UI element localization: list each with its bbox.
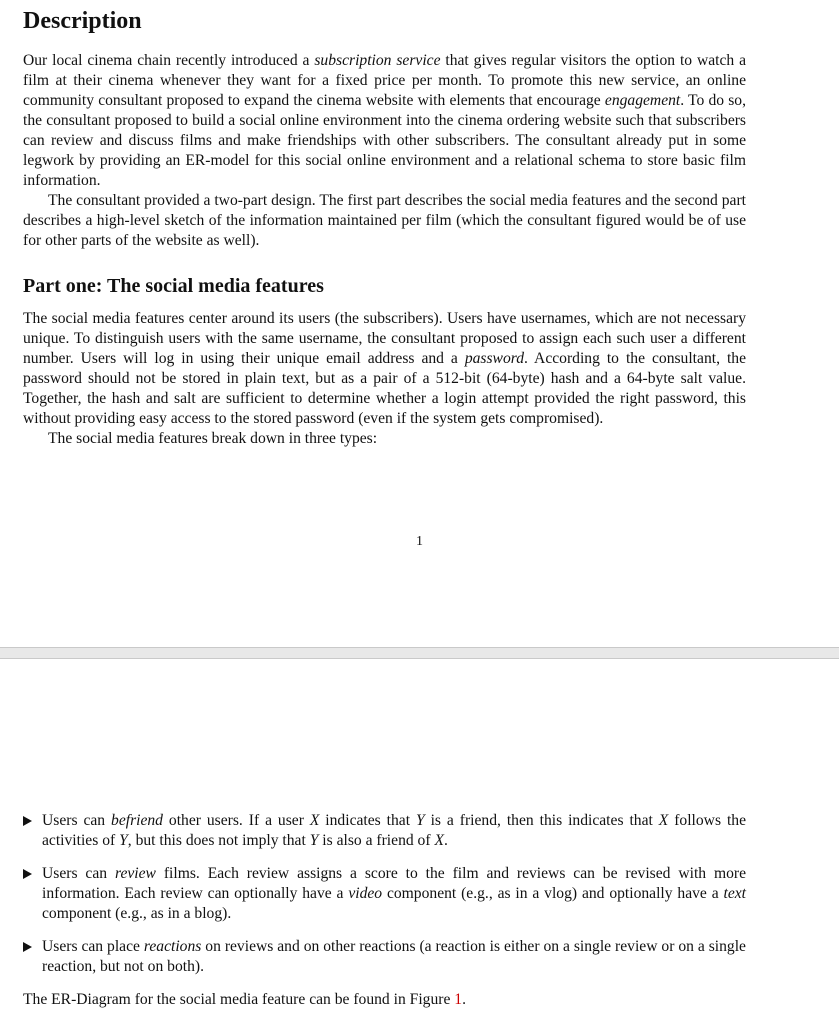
intro-paragraph [23,51,746,191]
list-item-reactions [0,937,746,977]
page-2-content [0,811,746,1010]
math-variable: X [309,812,320,829]
document-page-2 [0,659,839,1024]
emphasis-reactions: reactions [143,938,202,955]
emphasis-text: text [723,885,746,902]
text-run: . [462,991,466,1008]
page-separator [0,647,839,659]
text-run: component (e.g., as in a blog). [42,905,232,922]
math-variable: Y [309,832,319,849]
emphasis-befriend: befriend [111,812,163,829]
text-run: component (e.g., as in a vlog) and optionally have a [382,885,724,902]
text-run: , but this does not imply that [127,832,310,849]
description-heading: Description [23,8,142,34]
bullet-triangle-icon [23,816,32,826]
text-run: other users. If a user [162,812,310,829]
text-run: The ER-Diagram for the social media feature can be found in Figure [23,991,455,1008]
features-intro-paragraph: The social media features break down in three types: [48,430,378,447]
text-run: Users can place [42,938,144,955]
list-item-review [0,864,746,924]
text-run: on reviews and on other reactions (a reaction is either on a single review or on a single reaction, but not on both). [42,938,746,975]
text-run: The social media features center around its users (the subscribers). Users have usernames, which are not necessary unique. To distinguish users with the same username, the consultant proposed to assign each such user a different number. Users will log in using their unique email address and a [23,310,746,367]
page-number: 1 [416,534,423,549]
list-item-befriend [0,811,746,851]
text-run: is a friend, then this indicates that [424,812,659,829]
bullet-triangle-icon [23,942,32,952]
emphasis-review: review [114,865,156,882]
text-run: Users can [42,865,115,882]
text-run: films. Each review assigns a score to the film and reviews can be revised with more information. Each review can optionally have a [42,865,747,902]
emphasis-video: video [348,885,383,902]
text-run: Our local cinema chain recently introduced a [23,52,315,69]
page-1-content [23,7,746,449]
text-run: . To do so, the consultant proposed to build a social online environment into the cinema ordering website such that subscribers can review and discuss films and make friendships with other subscribers. The consultant already put in some legwork by providing an ER-model for this social online environment and a relational schema to store basic film information. [23,92,746,189]
text-run: follows the activities of [42,812,746,849]
users-paragraph [23,309,746,429]
bullet-triangle-icon [23,869,32,879]
math-variable: Y [415,812,425,829]
emphasis-password: password [464,350,525,367]
math-variable: X [434,832,444,849]
math-variable: Y [119,832,128,849]
text-run: indicates that [319,812,416,829]
text-run: is also a friend of [318,832,435,849]
emphasis-subscription-service: subscription service [314,52,441,69]
er-diagram-reference-paragraph [23,990,746,1010]
text-run: Users can [42,812,112,829]
math-variable: X [658,812,669,829]
design-paragraph: The consultant provided a two-part design. The first part describes the social media features and the second part describes a high-level sketch of the information maintained per film (which the consultant figured would be of use for other parts of the website as well). [23,192,746,249]
feature-list [0,811,746,977]
text-run: . According to the consultant, the password should not be stored in plain text, but as a pair of a 512-bit (64-byte) hash and a 64-byte salt value. Together, the hash and salt are sufficient to determine whether a login attempt provided the right password, this without providing easy access to the stored password (even if the system gets compromised). [23,350,746,427]
emphasis-engagement: engagement [604,92,681,109]
text-run: . [443,832,448,849]
part-one-heading: Part one: The social media features [23,275,324,297]
text-run: that gives regular visitors the option to watch a film at their cinema whenever they want for a fixed price per month. To promote this new service, an online community consultant proposed to expand the cinema website with elements that encourage [23,52,746,109]
figure-1-link[interactable]: 1 [454,991,463,1008]
